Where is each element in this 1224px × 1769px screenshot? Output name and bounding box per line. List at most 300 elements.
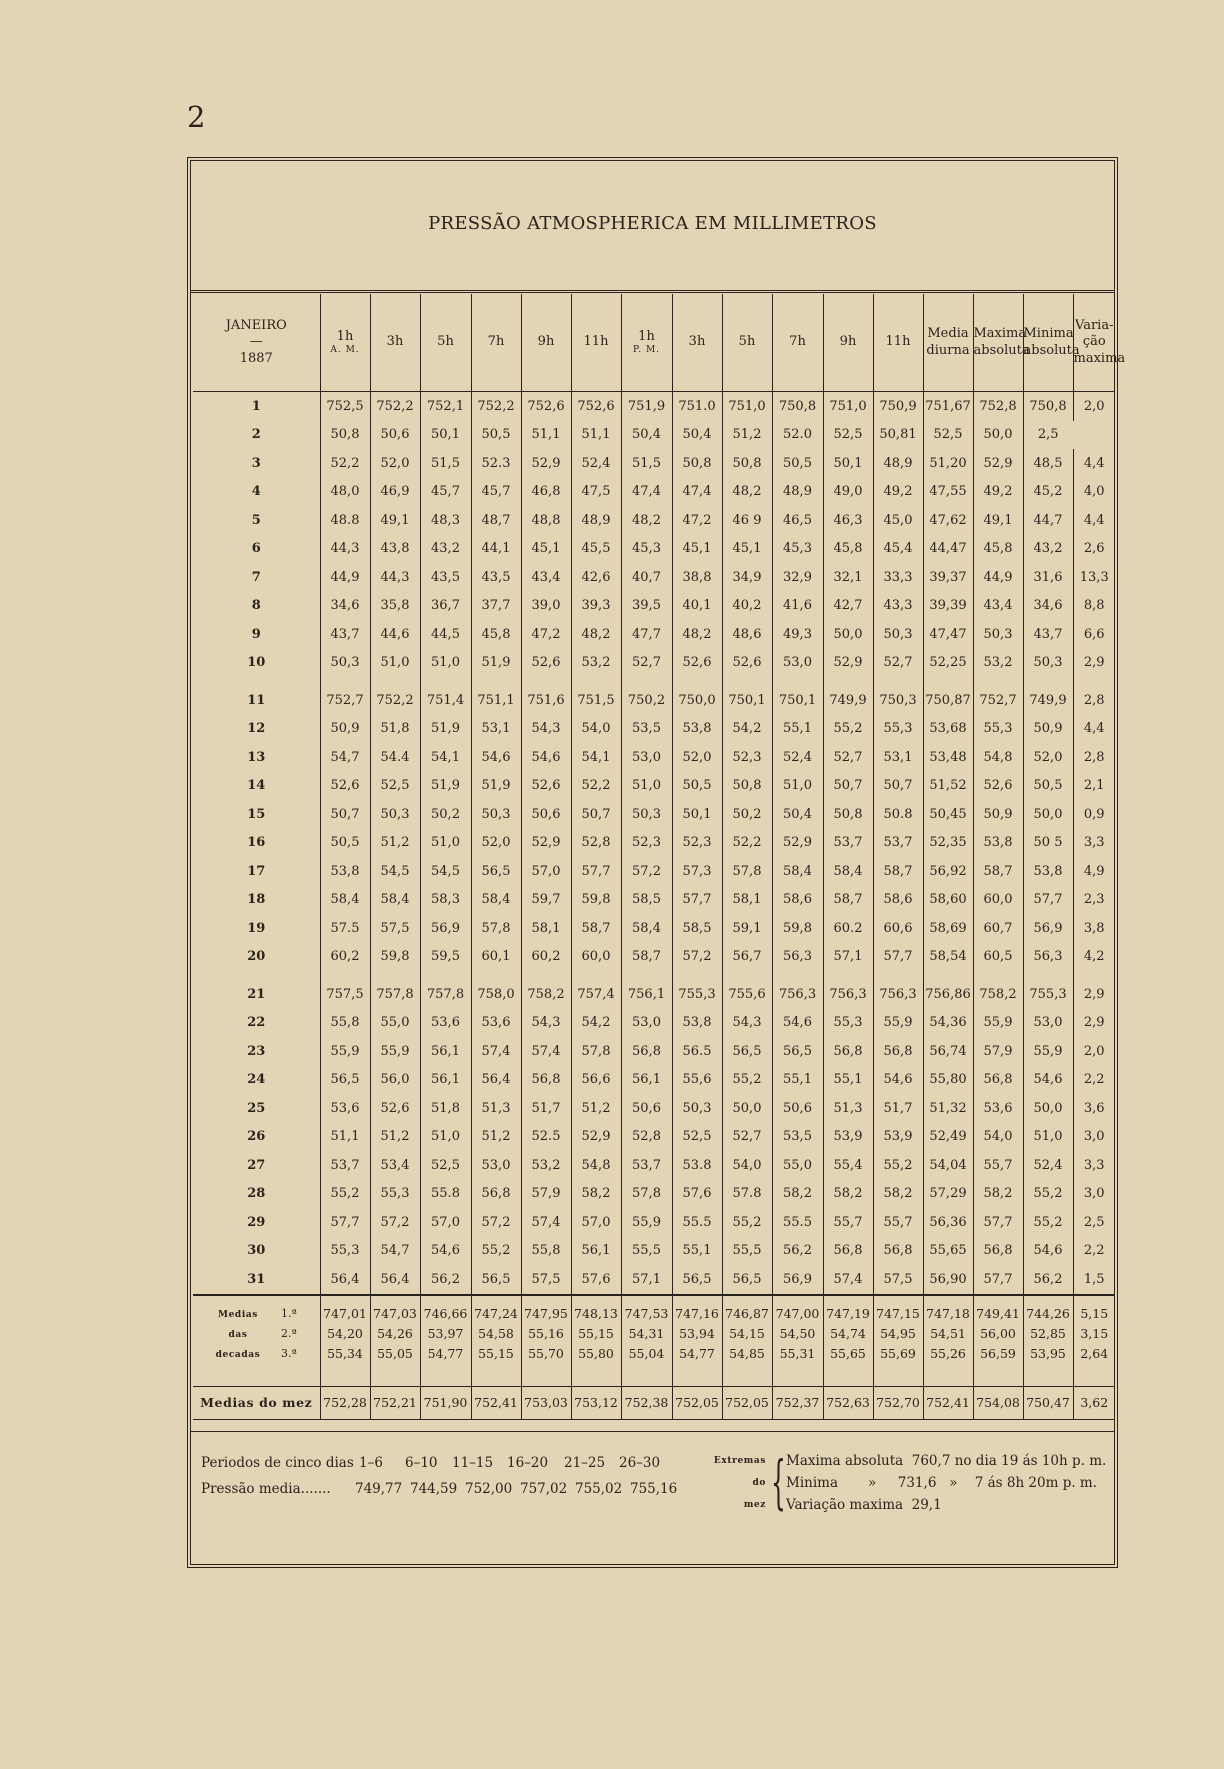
value-cell: 58,4 bbox=[823, 857, 873, 886]
value-cell: 57.8 bbox=[722, 1180, 772, 1209]
value-cell: 56,5 bbox=[471, 1265, 521, 1295]
value-cell: 45,8 bbox=[471, 620, 521, 649]
value-cell: 47,7 bbox=[621, 620, 672, 649]
value-cell: 54,0 bbox=[722, 1151, 772, 1180]
table-row bbox=[193, 1180, 1115, 1209]
decada-value: 54,58 bbox=[471, 1324, 521, 1344]
table-row bbox=[193, 886, 1115, 915]
value-cell: 2,9 bbox=[1073, 649, 1115, 678]
value-cell: 58,2 bbox=[571, 1180, 621, 1209]
value-cell: 45,0 bbox=[873, 506, 923, 535]
value-cell: 756,3 bbox=[873, 980, 923, 1009]
value-cell: 52,7 bbox=[873, 649, 923, 678]
value-cell: 750,3 bbox=[873, 686, 923, 715]
minima-absoluta-header: Minima absoluta bbox=[1023, 294, 1073, 392]
value-cell: 43,5 bbox=[420, 563, 471, 592]
value-cell: 55,3 bbox=[320, 1237, 370, 1266]
value-cell: 52,6 bbox=[521, 772, 571, 801]
value-cell: 56,8 bbox=[973, 1237, 1023, 1266]
value-cell: 56,5 bbox=[672, 1265, 722, 1295]
value-cell: 51,8 bbox=[370, 715, 420, 744]
value-cell: 54,3 bbox=[722, 1009, 772, 1038]
value-cell: 43,3 bbox=[873, 592, 923, 621]
value-cell: 50,1 bbox=[420, 421, 471, 450]
value-cell: 52,49 bbox=[923, 1123, 973, 1152]
value-cell: 51,32 bbox=[923, 1094, 973, 1123]
value-cell: 56,1 bbox=[571, 1237, 621, 1266]
value-cell: 2,2 bbox=[1073, 1237, 1115, 1266]
value-cell: 56,9 bbox=[1023, 914, 1073, 943]
value-cell: 54,0 bbox=[571, 715, 621, 744]
value-cell: 50,8 bbox=[672, 449, 722, 478]
value-cell: 51,0 bbox=[621, 772, 672, 801]
value-cell: 54,6 bbox=[420, 1237, 471, 1266]
value-cell: 50.8 bbox=[873, 800, 923, 829]
value-cell: 50,7 bbox=[571, 800, 621, 829]
value-cell: 60,2 bbox=[521, 943, 571, 972]
day-cell: 31 bbox=[247, 1271, 266, 1287]
value-cell: 58,4 bbox=[471, 886, 521, 915]
value-cell: 52,3 bbox=[621, 829, 672, 858]
table-row bbox=[193, 1237, 1115, 1266]
value-cell: 47,2 bbox=[521, 620, 571, 649]
value-cell: 50,8 bbox=[722, 449, 772, 478]
value-cell: 53,8 bbox=[320, 857, 370, 886]
table-row bbox=[193, 1208, 1115, 1237]
value-cell: 751,0 bbox=[722, 392, 772, 421]
value-cell: 51,9 bbox=[471, 772, 521, 801]
value-cell: 51,3 bbox=[823, 1094, 873, 1123]
value-cell: 52,0 bbox=[370, 449, 420, 478]
value-cell: 60,0 bbox=[973, 886, 1023, 915]
value-cell: 52,0 bbox=[672, 743, 722, 772]
value-cell: 758,2 bbox=[521, 980, 571, 1009]
value-cell: 52,4 bbox=[571, 449, 621, 478]
value-cell: 51,2 bbox=[571, 1094, 621, 1123]
mez-gap bbox=[193, 1364, 1115, 1387]
table-row bbox=[193, 535, 1115, 564]
value-cell: 53,0 bbox=[621, 1009, 672, 1038]
value-cell: 53,7 bbox=[621, 1151, 672, 1180]
table-row bbox=[193, 980, 1115, 1009]
value-cell: 57,8 bbox=[621, 1180, 672, 1209]
value-cell: 49,2 bbox=[873, 478, 923, 507]
value-cell: 54,8 bbox=[973, 743, 1023, 772]
value-cell: 55,1 bbox=[823, 1066, 873, 1095]
value-cell: 56,8 bbox=[873, 1037, 923, 1066]
value-cell: 51,0 bbox=[420, 649, 471, 678]
value-cell: 57,9 bbox=[973, 1037, 1023, 1066]
value-cell: 52,5 bbox=[923, 421, 973, 450]
value-cell: 55,3 bbox=[873, 715, 923, 744]
value-cell: 2,5 bbox=[1073, 1208, 1115, 1237]
medias-mez-value: 750,47 bbox=[1023, 1386, 1073, 1419]
value-cell: 52,2 bbox=[722, 829, 772, 858]
value-cell: 52,2 bbox=[320, 449, 370, 478]
value-cell: 60,0 bbox=[571, 943, 621, 972]
value-cell: 3,0 bbox=[1073, 1180, 1115, 1209]
page-number: 2 bbox=[187, 100, 206, 134]
decada-label bbox=[193, 1304, 320, 1324]
value-cell: 4,4 bbox=[1073, 506, 1115, 535]
decada-value: 55,80 bbox=[571, 1344, 621, 1364]
year-label: 1887 bbox=[239, 350, 273, 366]
value-cell: 54,2 bbox=[571, 1009, 621, 1038]
value-cell: 50 5 bbox=[1023, 829, 1073, 858]
value-cell: 47,62 bbox=[923, 506, 973, 535]
value-cell: 50,8 bbox=[320, 421, 370, 450]
value-cell: 54.4 bbox=[370, 743, 420, 772]
value-cell: 60.2 bbox=[823, 914, 873, 943]
value-cell: 56,2 bbox=[772, 1237, 823, 1266]
value-cell: 56,7 bbox=[722, 943, 772, 972]
value-cell: 756,86 bbox=[923, 980, 973, 1009]
pressao-media-value: 755,16 bbox=[630, 1481, 678, 1497]
medias-mez-value: 752,38 bbox=[621, 1386, 672, 1419]
value-cell: 48,2 bbox=[571, 620, 621, 649]
value-cell: 51,52 bbox=[923, 772, 973, 801]
value-cell: 47,5 bbox=[571, 478, 621, 507]
value-cell: 53,48 bbox=[923, 743, 973, 772]
value-cell: 750,8 bbox=[1023, 392, 1073, 421]
value-cell: 54,04 bbox=[923, 1151, 973, 1180]
value-cell: 55,3 bbox=[370, 1180, 420, 1209]
value-cell: 54,6 bbox=[772, 1009, 823, 1038]
decada-value: 52,85 bbox=[1023, 1324, 1073, 1344]
value-cell: 751,67 bbox=[923, 392, 973, 421]
value-cell: 39,37 bbox=[923, 563, 973, 592]
value-cell: 52,3 bbox=[722, 743, 772, 772]
value-cell: 53,68 bbox=[923, 715, 973, 744]
value-cell: 752,6 bbox=[521, 392, 571, 421]
value-cell: 58,7 bbox=[571, 914, 621, 943]
day-cell: 18 bbox=[247, 892, 266, 908]
value-cell: 59,8 bbox=[370, 943, 420, 972]
pressao-media-value: 752,00 bbox=[465, 1481, 513, 1497]
value-cell: 50,3 bbox=[621, 800, 672, 829]
value-cell: 46,8 bbox=[521, 478, 571, 507]
value-cell: 43,2 bbox=[420, 535, 471, 564]
value-cell: 43,8 bbox=[370, 535, 420, 564]
value-cell: 50,1 bbox=[672, 800, 722, 829]
value-cell: 46,9 bbox=[370, 478, 420, 507]
value-cell: 57,7 bbox=[571, 857, 621, 886]
hour-header: 5h bbox=[420, 294, 471, 392]
value-cell: 57,6 bbox=[672, 1180, 722, 1209]
value-cell: 45,4 bbox=[873, 535, 923, 564]
value-cell: 44,5 bbox=[420, 620, 471, 649]
decada-value: 53,94 bbox=[672, 1324, 722, 1344]
periodo-range: 6–10 bbox=[405, 1455, 438, 1471]
value-cell: 57,7 bbox=[1023, 886, 1073, 915]
value-cell: 56,5 bbox=[722, 1037, 772, 1066]
value-cell: 750,87 bbox=[923, 686, 973, 715]
value-cell: 52,7 bbox=[722, 1123, 772, 1152]
value-cell: 55,9 bbox=[873, 1009, 923, 1038]
value-cell: 58,69 bbox=[923, 914, 973, 943]
value-cell: 60,7 bbox=[973, 914, 1023, 943]
value-cell: 43,4 bbox=[973, 592, 1023, 621]
value-cell: 56,5 bbox=[471, 857, 521, 886]
value-cell: 55,5 bbox=[621, 1237, 672, 1266]
value-cell: 2,9 bbox=[1073, 1009, 1115, 1038]
value-cell: 56,1 bbox=[420, 1066, 471, 1095]
decada-label-text: Medias bbox=[218, 1309, 258, 1320]
value-cell: 50,0 bbox=[973, 421, 1023, 450]
value-cell: 50,3 bbox=[320, 649, 370, 678]
value-cell: 50,81 bbox=[873, 421, 923, 450]
value-cell: 50,5 bbox=[672, 772, 722, 801]
day-cell: 11 bbox=[247, 692, 266, 708]
value-cell: 58,2 bbox=[973, 1180, 1023, 1209]
value-cell: 4,4 bbox=[1073, 715, 1115, 744]
value-cell: 54,3 bbox=[521, 715, 571, 744]
value-cell: 52,4 bbox=[772, 743, 823, 772]
value-cell: 55,7 bbox=[873, 1208, 923, 1237]
hour-header: 1h P. M. bbox=[621, 294, 672, 392]
value-cell: 54,0 bbox=[973, 1123, 1023, 1152]
value-cell: 51,2 bbox=[370, 1123, 420, 1152]
periodos-block bbox=[201, 1450, 680, 1502]
decada-label-text: decadas bbox=[215, 1349, 261, 1360]
value-cell: 57,4 bbox=[823, 1265, 873, 1295]
day-cell: 19 bbox=[247, 920, 266, 936]
value-cell: 53,8 bbox=[672, 1009, 722, 1038]
value-cell: 54,5 bbox=[420, 857, 471, 886]
decada-value: 56,59 bbox=[973, 1344, 1023, 1364]
value-cell: 52,9 bbox=[571, 1123, 621, 1152]
value-cell: 750,2 bbox=[621, 686, 672, 715]
day-cell: 10 bbox=[247, 655, 266, 671]
value-cell: 55,9 bbox=[973, 1009, 1023, 1038]
medias-mez-value: 753,03 bbox=[521, 1386, 571, 1419]
value-cell: 53,0 bbox=[471, 1151, 521, 1180]
decada-value: 54,77 bbox=[672, 1344, 722, 1364]
day-cell: 3 bbox=[251, 455, 261, 471]
value-cell: 44,9 bbox=[320, 563, 370, 592]
value-cell: 43,7 bbox=[320, 620, 370, 649]
value-cell: 50,0 bbox=[1023, 1094, 1073, 1123]
value-cell: 53,0 bbox=[1023, 1009, 1073, 1038]
medias-mez-value: 3,62 bbox=[1073, 1386, 1115, 1419]
value-cell: 56,3 bbox=[772, 943, 823, 972]
value-cell: 56,90 bbox=[923, 1265, 973, 1295]
value-cell: 56,2 bbox=[1023, 1265, 1073, 1295]
value-cell: 54,5 bbox=[370, 857, 420, 886]
value-cell: 52,5 bbox=[823, 421, 873, 450]
value-cell: 55,2 bbox=[1023, 1180, 1073, 1209]
value-cell: 54,3 bbox=[521, 1009, 571, 1038]
value-cell: 755,3 bbox=[1023, 980, 1073, 1009]
value-cell: 50,4 bbox=[621, 421, 672, 450]
decada-mark: 3.ª bbox=[281, 1346, 297, 1360]
value-cell: 57,7 bbox=[672, 886, 722, 915]
month-header bbox=[193, 294, 320, 392]
value-cell: 58,1 bbox=[521, 914, 571, 943]
decada-value: 54,77 bbox=[420, 1344, 471, 1364]
value-cell: 749,9 bbox=[823, 686, 873, 715]
day-cell: 5 bbox=[251, 512, 261, 528]
value-cell: 52,5 bbox=[672, 1123, 722, 1152]
decada-label bbox=[193, 1344, 320, 1364]
decada-value: 747,16 bbox=[672, 1304, 722, 1324]
value-cell: 58,2 bbox=[873, 1180, 923, 1209]
value-cell: 53,5 bbox=[772, 1123, 823, 1152]
value-cell: 53,2 bbox=[521, 1151, 571, 1180]
value-cell: 52,3 bbox=[672, 829, 722, 858]
value-cell: 45,3 bbox=[772, 535, 823, 564]
value-cell: 46 9 bbox=[722, 506, 772, 535]
value-cell: 41,6 bbox=[772, 592, 823, 621]
medias-mez-value: 752,05 bbox=[722, 1386, 772, 1419]
value-cell: 53,6 bbox=[471, 1009, 521, 1038]
decada-value: 55,15 bbox=[571, 1324, 621, 1344]
periodo-range: 11–15 bbox=[452, 1455, 494, 1471]
value-cell: 53,7 bbox=[320, 1151, 370, 1180]
value-cell: 52,9 bbox=[973, 449, 1023, 478]
value-cell: 59,1 bbox=[722, 914, 772, 943]
value-cell: 57,2 bbox=[370, 1208, 420, 1237]
value-cell: 58,7 bbox=[621, 943, 672, 972]
value-cell: 53,1 bbox=[471, 715, 521, 744]
value-cell: 52,7 bbox=[621, 649, 672, 678]
extremas-values bbox=[786, 1450, 1106, 1516]
value-cell: 45,7 bbox=[471, 478, 521, 507]
value-cell: 751,5 bbox=[571, 686, 621, 715]
value-cell: 56,8 bbox=[521, 1066, 571, 1095]
value-cell: 55,80 bbox=[923, 1066, 973, 1095]
value-cell: 34,9 bbox=[722, 563, 772, 592]
value-cell: 57,0 bbox=[571, 1208, 621, 1237]
decada-value: 55,34 bbox=[320, 1344, 370, 1364]
value-cell: 57,8 bbox=[571, 1037, 621, 1066]
value-cell: 55,1 bbox=[772, 715, 823, 744]
value-cell: 45,8 bbox=[973, 535, 1023, 564]
value-cell: 1,5 bbox=[1073, 1265, 1115, 1295]
decada-value: 5,15 bbox=[1073, 1304, 1115, 1324]
value-cell: 56,4 bbox=[370, 1265, 420, 1295]
value-cell: 58,4 bbox=[621, 914, 672, 943]
value-cell: 53,9 bbox=[823, 1123, 873, 1152]
value-cell: 55,2 bbox=[320, 1180, 370, 1209]
decada-value: 2,64 bbox=[1073, 1344, 1115, 1364]
value-cell: 751.0 bbox=[672, 392, 722, 421]
value-cell: 2,9 bbox=[1073, 980, 1115, 1009]
value-cell: 58,7 bbox=[973, 857, 1023, 886]
value-cell: 57,7 bbox=[973, 1208, 1023, 1237]
value-cell: 43,7 bbox=[1023, 620, 1073, 649]
day-cell: 6 bbox=[251, 541, 261, 557]
value-cell: 58,6 bbox=[772, 886, 823, 915]
value-cell: 4,2 bbox=[1073, 943, 1115, 972]
value-cell: 55,9 bbox=[370, 1037, 420, 1066]
value-cell: 52,6 bbox=[672, 649, 722, 678]
value-cell: 751,0 bbox=[823, 392, 873, 421]
value-cell: 749,9 bbox=[1023, 686, 1073, 715]
periodo-range: 16–20 bbox=[507, 1455, 549, 1471]
value-cell: 53,8 bbox=[672, 715, 722, 744]
value-cell: 6,6 bbox=[1073, 620, 1115, 649]
am-label: A. M. bbox=[330, 345, 360, 355]
value-cell: 752,5 bbox=[320, 392, 370, 421]
day-cell: 17 bbox=[247, 863, 266, 879]
value-cell: 50,3 bbox=[873, 620, 923, 649]
value-cell: 57.5 bbox=[320, 914, 370, 943]
decada-value: 746,66 bbox=[420, 1304, 471, 1324]
value-cell: 49,3 bbox=[772, 620, 823, 649]
value-cell: 58,7 bbox=[873, 857, 923, 886]
value-cell: 39,39 bbox=[923, 592, 973, 621]
value-cell: 48,3 bbox=[420, 506, 471, 535]
pressao-media-value: 757,02 bbox=[520, 1481, 568, 1497]
value-cell: 56,36 bbox=[923, 1208, 973, 1237]
value-cell: 50,6 bbox=[772, 1094, 823, 1123]
table-row bbox=[193, 620, 1115, 649]
value-cell: 57,5 bbox=[873, 1265, 923, 1295]
medias-mez-value: 752,28 bbox=[320, 1386, 370, 1419]
value-cell: 50,9 bbox=[320, 715, 370, 744]
table-body bbox=[193, 392, 1115, 1420]
value-cell: 56,1 bbox=[621, 1066, 672, 1095]
value-cell: 56,9 bbox=[772, 1265, 823, 1295]
value-cell: 47,47 bbox=[923, 620, 973, 649]
value-cell: 52,8 bbox=[571, 829, 621, 858]
value-cell: 50,3 bbox=[370, 800, 420, 829]
value-cell: 752,2 bbox=[370, 392, 420, 421]
hour-header: 7h bbox=[471, 294, 521, 392]
value-cell: 55,0 bbox=[772, 1151, 823, 1180]
value-cell: 40,7 bbox=[621, 563, 672, 592]
medias-mez-value: 752,05 bbox=[672, 1386, 722, 1419]
media-diurna-header: Media diurna bbox=[923, 294, 973, 392]
decada-value: 55,26 bbox=[923, 1344, 973, 1364]
value-cell: 51,0 bbox=[772, 772, 823, 801]
medias-mez-value: 751,90 bbox=[420, 1386, 471, 1419]
day-cell: 27 bbox=[247, 1157, 266, 1173]
value-cell: 3,8 bbox=[1073, 914, 1115, 943]
value-cell: 50,5 bbox=[320, 829, 370, 858]
value-cell: 60,5 bbox=[973, 943, 1023, 972]
value-cell: 751,4 bbox=[420, 686, 471, 715]
periodo-range: 21–25 bbox=[564, 1455, 606, 1471]
value-cell: 50,0 bbox=[722, 1094, 772, 1123]
value-cell: 51,9 bbox=[420, 715, 471, 744]
value-cell: 49,2 bbox=[973, 478, 1023, 507]
value-cell: 52,6 bbox=[370, 1094, 420, 1123]
decada-value: 747,01 bbox=[320, 1304, 370, 1324]
day-cell: 22 bbox=[247, 1015, 266, 1031]
day-cell: 2 bbox=[251, 427, 261, 443]
value-cell: 57,4 bbox=[521, 1037, 571, 1066]
value-cell: 53,0 bbox=[621, 743, 672, 772]
value-cell: 55,0 bbox=[370, 1009, 420, 1038]
decada-value: 53,97 bbox=[420, 1324, 471, 1344]
value-cell: 47,55 bbox=[923, 478, 973, 507]
value-cell: 57,1 bbox=[621, 1265, 672, 1295]
value-cell: 58,4 bbox=[320, 886, 370, 915]
value-cell: 50,8 bbox=[823, 800, 873, 829]
day-cell: 9 bbox=[251, 626, 261, 642]
value-cell: 43,4 bbox=[521, 563, 571, 592]
value-cell: 750,1 bbox=[772, 686, 823, 715]
table-row bbox=[193, 392, 1115, 421]
value-cell: 53,4 bbox=[370, 1151, 420, 1180]
value-cell: 57,8 bbox=[471, 914, 521, 943]
day-cell: 29 bbox=[247, 1214, 266, 1230]
value-cell: 48,0 bbox=[320, 478, 370, 507]
decade-gap bbox=[193, 677, 1115, 686]
value-cell: 4,0 bbox=[1073, 478, 1115, 507]
